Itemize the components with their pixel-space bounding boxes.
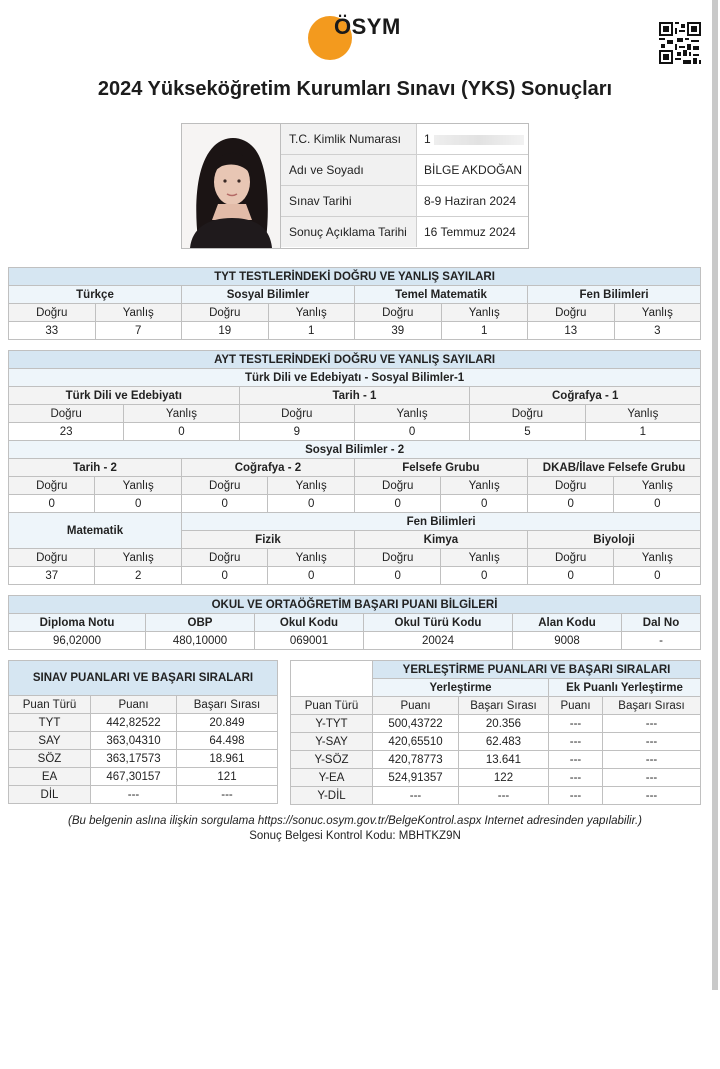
placement-header: Başarı Sırası: [603, 697, 701, 715]
tyt-section-name: Fen Bilimleri: [528, 286, 701, 304]
rank-value: 122: [459, 769, 549, 787]
rank-value: 62.483: [459, 733, 549, 751]
table-row: [9, 768, 278, 786]
dogru-value: 0: [354, 567, 440, 585]
info-row-name: [281, 155, 528, 186]
table-row: [291, 733, 701, 751]
yanlis-value: 1: [441, 322, 528, 340]
yanlis-value: 7: [95, 322, 182, 340]
placement-corner: [291, 661, 373, 697]
dogru-value: 13: [528, 322, 615, 340]
score-type: Y-SÖZ: [291, 751, 373, 769]
school-value: 20024: [364, 632, 513, 650]
table-row: [291, 787, 701, 805]
yanlis-value: 0: [268, 495, 354, 513]
dogru-value: 0: [181, 495, 267, 513]
tyt-title: TYT TESTLERİNDEKİ DOĞRU VE YANLIŞ SAYILARI: [9, 268, 701, 286]
extra-rank-value: ---: [603, 751, 701, 769]
control-code: Sonuç Belgesi Kontrol Kodu: MBHTKZ9N: [249, 830, 461, 842]
dogru-label: Doğru: [9, 549, 95, 567]
ayt-section-name: DKAB/İlave Felsefe Grubu: [527, 459, 700, 477]
dogru-value: 0: [527, 567, 613, 585]
dogru-label: Doğru: [181, 549, 267, 567]
ayt-section-name: Türk Dili ve Edebiyatı: [9, 387, 240, 405]
school-header: Okul Türü Kodu: [364, 614, 513, 632]
school-header: OBP: [146, 614, 255, 632]
school-header: Okul Kodu: [255, 614, 364, 632]
result-date-value: 16 Temmuz 2024: [424, 225, 516, 239]
dogru-label: Doğru: [181, 477, 267, 495]
dogru-label: Doğru: [9, 304, 96, 322]
score-value: 363,17573: [91, 750, 177, 768]
school-value: -: [622, 632, 701, 650]
info-row-exam-date: [281, 186, 528, 217]
dogru-value: 0: [9, 495, 95, 513]
score-value: ---: [373, 787, 459, 805]
tyt-table: [8, 267, 701, 340]
result-date-label: Sonuç Açıklama Tarihi: [281, 217, 417, 247]
yanlis-label: Yanlış: [268, 304, 355, 322]
rank-value: 121: [177, 768, 278, 786]
yanlis-label: Yanlış: [95, 549, 181, 567]
fen-title: Fen Bilimleri: [181, 513, 700, 531]
yanlis-label: Yanlış: [441, 477, 527, 495]
extra-score-value: ---: [549, 715, 603, 733]
rank-value: 13.641: [459, 751, 549, 769]
score-type: DİL: [9, 786, 91, 804]
placement-header: Başarı Sırası: [459, 697, 549, 715]
name-label: Adı ve Soyadı: [281, 155, 417, 185]
extra-score-value: ---: [549, 751, 603, 769]
score-type: Y-SAY: [291, 733, 373, 751]
school-value: 96,02000: [9, 632, 146, 650]
yanlis-value: 0: [441, 567, 527, 585]
school-header: Dal No: [622, 614, 701, 632]
table-row: [9, 714, 278, 732]
ayt-title: AYT TESTLERİNDEKİ DOĞRU VE YANLIŞ SAYILARI: [9, 351, 701, 369]
logo-text: ÖSYM: [334, 14, 401, 39]
dogru-value: 0: [354, 495, 440, 513]
yanlis-label: Yanlış: [441, 304, 528, 322]
tc-masked: [434, 135, 524, 145]
score-type: EA: [9, 768, 91, 786]
tc-label: T.C. Kimlik Numarası: [281, 124, 417, 154]
placement-header: Puan Türü: [291, 697, 373, 715]
dogru-label: Doğru: [528, 304, 615, 322]
extra-score-value: ---: [549, 787, 603, 805]
ayt-section-name: Felsefe Grubu: [354, 459, 527, 477]
dogru-label: Doğru: [354, 477, 440, 495]
dogru-label: Doğru: [527, 549, 613, 567]
yanlis-label: Yanlış: [124, 405, 239, 423]
extra-rank-value: ---: [603, 733, 701, 751]
exam-header: Başarı Sırası: [177, 696, 278, 714]
dogru-value: 9: [239, 423, 354, 441]
rank-value: 20.849: [177, 714, 278, 732]
yanlis-label: Yanlış: [354, 405, 469, 423]
school-title: OKUL VE ORTAÖĞRETİM BAŞARI PUANI BİLGİLERİ: [9, 596, 701, 614]
exam-date-value: 8-9 Haziran 2024: [424, 194, 517, 208]
yanlis-value: 3: [614, 322, 701, 340]
portrait-image: [182, 124, 280, 248]
table-row: [291, 769, 701, 787]
school-table: [8, 595, 701, 650]
dogru-label: Doğru: [355, 304, 442, 322]
verification-note: (Bu belgenin aslına ilişkin sorgulama https://sonuc.osym.gov.tr/BelgeKontrol.aspx Internet adresinden yapılabilir.): [67, 815, 643, 827]
dogru-value: 39: [355, 322, 442, 340]
yanlis-label: Yanlış: [614, 304, 701, 322]
ayt-group1-title: Türk Dili ve Edebiyatı - Sosyal Bilimler-1: [9, 369, 701, 387]
score-type: SÖZ: [9, 750, 91, 768]
ayt-section-name: Fizik: [181, 531, 354, 549]
yanlis-value: 0: [614, 567, 701, 585]
table-row: [291, 715, 701, 733]
exam-scores-title: SINAV PUANLARI VE BAŞARI SIRALARI: [9, 661, 278, 696]
exam-header: Puanı: [91, 696, 177, 714]
dogru-value: 5: [470, 423, 585, 441]
ayt-section-name: Coğrafya - 2: [181, 459, 354, 477]
score-type: SAY: [9, 732, 91, 750]
yanlis-value: 0: [268, 567, 354, 585]
extra-rank-value: ---: [603, 715, 701, 733]
dogru-value: 0: [527, 495, 613, 513]
school-header: Alan Kodu: [513, 614, 622, 632]
dogru-label: Doğru: [182, 304, 269, 322]
tc-value: [418, 124, 528, 154]
score-value: 467,30157: [91, 768, 177, 786]
ayt-section-name: Kimya: [354, 531, 527, 549]
table-row: [9, 786, 278, 804]
placement-sub2: Ek Puanlı Yerleştirme: [549, 679, 701, 697]
score-type: Y-DİL: [291, 787, 373, 805]
school-value: 069001: [255, 632, 364, 650]
score-value: 363,04310: [91, 732, 177, 750]
tyt-section-name: Temel Matematik: [355, 286, 528, 304]
extra-score-value: ---: [549, 769, 603, 787]
yanlis-value: 2: [95, 567, 181, 585]
osym-logo: [308, 12, 408, 62]
math-title: Matematik: [9, 513, 182, 549]
rank-value: ---: [459, 787, 549, 805]
table-row: [9, 750, 278, 768]
exam-date-label: Sınav Tarihi: [281, 186, 417, 216]
yanlis-label: Yanlış: [95, 304, 182, 322]
placement-scores-table: [290, 660, 701, 805]
yanlis-label: Yanlış: [268, 549, 354, 567]
placement-title: YERLEŞTİRME PUANLARI VE BAŞARI SIRALARI: [373, 661, 701, 679]
yanlis-label: Yanlış: [268, 477, 354, 495]
yanlis-value: 0: [124, 423, 239, 441]
yanlis-value: 0: [614, 495, 701, 513]
yanlis-value: 0: [441, 495, 527, 513]
ayt-group2-title: Sosyal Bilimler - 2: [9, 441, 701, 459]
dogru-value: 19: [182, 322, 269, 340]
dogru-label: Doğru: [9, 477, 95, 495]
dogru-label: Doğru: [9, 405, 124, 423]
placement-header: Puanı: [373, 697, 459, 715]
score-value: 524,91357: [373, 769, 459, 787]
tyt-section-name: Sosyal Bilimler: [182, 286, 355, 304]
rank-value: ---: [177, 786, 278, 804]
table-row: [9, 732, 278, 750]
school-value: 480,10000: [146, 632, 255, 650]
dogru-label: Doğru: [354, 549, 440, 567]
dogru-value: 33: [9, 322, 96, 340]
candidate-photo: [182, 124, 281, 248]
extra-rank-value: ---: [603, 787, 701, 805]
score-value: 442,82522: [91, 714, 177, 732]
score-type: TYT: [9, 714, 91, 732]
page-edge: [712, 0, 718, 990]
ayt-section-name: Coğrafya - 1: [470, 387, 701, 405]
score-value: 500,43722: [373, 715, 459, 733]
yanlis-label: Yanlış: [614, 549, 701, 567]
yanlis-label: Yanlış: [614, 477, 701, 495]
yanlis-label: Yanlış: [441, 549, 527, 567]
yanlis-value: 0: [95, 495, 181, 513]
placement-header: Puanı: [549, 697, 603, 715]
qr-code-icon: [659, 22, 701, 64]
extra-rank-value: ---: [603, 769, 701, 787]
score-value: 420,65510: [373, 733, 459, 751]
extra-score-value: ---: [549, 733, 603, 751]
placement-sub1: Yerleştirme: [373, 679, 549, 697]
dogru-label: Doğru: [239, 405, 354, 423]
score-type: Y-TYT: [291, 715, 373, 733]
ayt-section-name: Biyoloji: [527, 531, 700, 549]
school-header: Diploma Notu: [9, 614, 146, 632]
table-row: [291, 751, 701, 769]
info-row-tc: [281, 124, 528, 155]
yanlis-value: 0: [354, 423, 469, 441]
dogru-label: Doğru: [527, 477, 613, 495]
name-value: BİLGE AKDOĞAN: [424, 163, 523, 177]
rank-value: 18.961: [177, 750, 278, 768]
tc-digit: 1: [424, 132, 431, 146]
school-value: 9008: [513, 632, 622, 650]
exam-scores-table: [8, 660, 278, 804]
yanlis-label: Yanlış: [95, 477, 181, 495]
ayt-table: [8, 350, 701, 585]
ayt-section-name: Tarih - 2: [9, 459, 182, 477]
dogru-label: Doğru: [470, 405, 585, 423]
rank-value: 64.498: [177, 732, 278, 750]
score-type: Y-EA: [291, 769, 373, 787]
score-value: 420,78773: [373, 751, 459, 769]
score-value: ---: [91, 786, 177, 804]
rank-value: 20.356: [459, 715, 549, 733]
candidate-info-card: [181, 123, 529, 249]
info-row-result-date: [281, 217, 528, 247]
dogru-value: 37: [9, 567, 95, 585]
dogru-value: 23: [9, 423, 124, 441]
page-title: 2024 Yükseköğretim Kurumları Sınavı (YKS) Sonuçları: [97, 78, 613, 100]
dogru-value: 0: [181, 567, 267, 585]
ayt-section-name: Tarih - 1: [239, 387, 470, 405]
yanlis-value: 1: [585, 423, 701, 441]
yanlis-label: Yanlış: [585, 405, 701, 423]
exam-header: Puan Türü: [9, 696, 91, 714]
yanlis-value: 1: [268, 322, 355, 340]
tyt-section-name: Türkçe: [9, 286, 182, 304]
